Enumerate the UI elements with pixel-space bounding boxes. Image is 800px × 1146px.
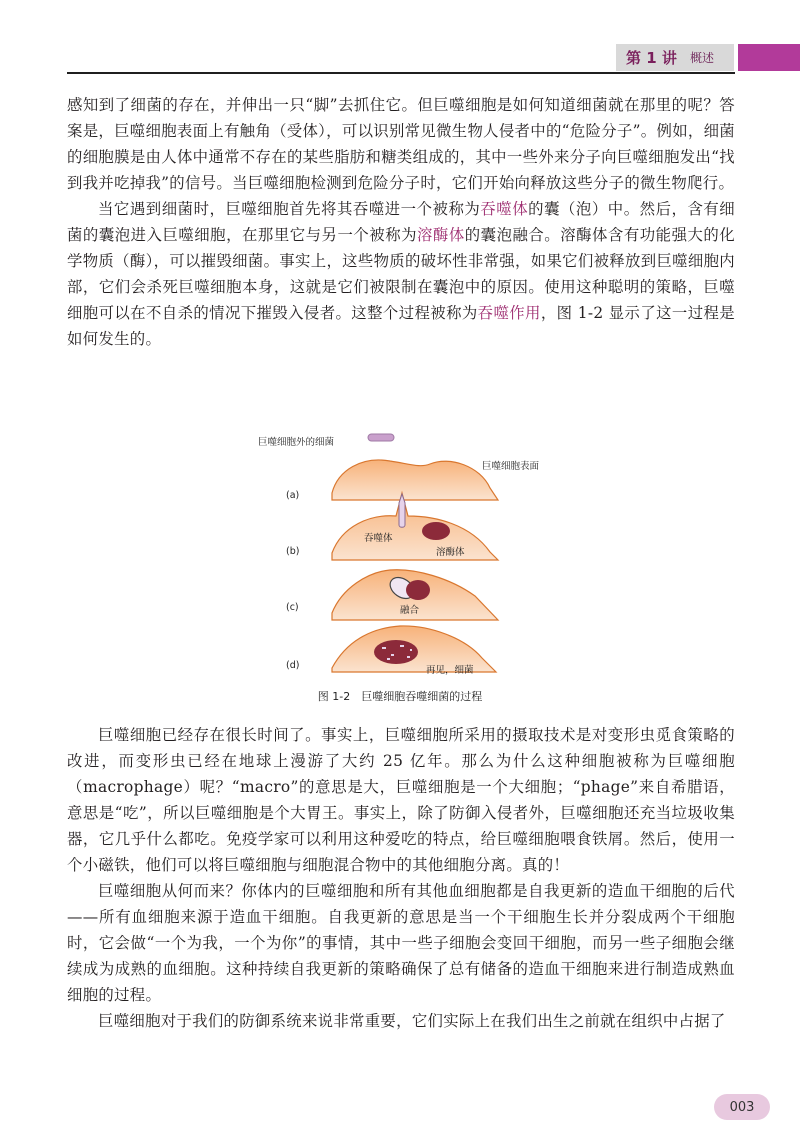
text-block-top (67, 92, 735, 352)
cell-b-shape (332, 493, 498, 560)
bacterium-outside-shape (368, 434, 394, 441)
term-phagosome: 吞噬体 (480, 200, 529, 218)
figure-caption: 图 1-2 巨噬细胞吞噬细菌的过程 (317, 690, 483, 703)
label-lysosome: 溶酶体 (436, 547, 465, 558)
term-lysosome: 溶酶体 (417, 226, 465, 244)
bacteria-fragment (391, 654, 394, 656)
label-step-a: (a) (286, 490, 300, 501)
label-step-b: (b) (286, 546, 300, 557)
bacteria-fragment (407, 656, 410, 658)
chapter-title: 概述 (690, 51, 715, 65)
label-fusion: 融合 (400, 605, 420, 616)
label-cell-surface: 巨噬细胞表面 (482, 461, 540, 472)
paragraph-1: 感知到了细菌的存在，并伸出一只“脚”去抓住它。但巨噬细胞是如何知道细菌就在那里的呢？答案是，巨噬细胞表面上有触角（受体），可以识别常见微生物人侵者中的“危险分子”。例如，细菌的细胞膜是由人体中通常不存在的某些脂肪和糖类组成的，其中一些外来分子向巨噬细胞发出“找到我并吃掉我”的信号。当巨噬细胞检测到危险分子时，它们开始向释放这些分子的微生物爬行。 (67, 96, 735, 192)
text-block-bottom (67, 722, 735, 1034)
figure-1-2 (250, 428, 570, 678)
bacteria-fragment (382, 647, 386, 649)
paragraph-2-text-a: 当它遇到细菌时，巨噬细胞首先将其吞噬进一个被称为 (98, 200, 481, 218)
fusing-lysosome-shape (406, 580, 430, 600)
label-step-c: (c) (286, 602, 299, 613)
bacteria-fragment (400, 645, 404, 647)
chapter-label: 第 1 讲 (626, 49, 677, 67)
paragraph-2 (67, 196, 735, 352)
label-goodbye-bacteria: 再见，细菌 (426, 665, 474, 676)
cell-a-shape (332, 460, 498, 500)
paragraph-5: 巨噬细胞对于我们的防御系统来说非常重要，它们实际上在我们出生之前就在组织中占据了 (98, 1012, 726, 1030)
paragraph-2-text-d: ，图 1-2 显示了这一过程是如何发生的。 (67, 304, 735, 348)
lysosome-shape (422, 522, 450, 540)
label-step-d: (d) (286, 660, 300, 671)
paragraph-2-text-b: 的囊（泡）中。然后，含有细菌的囊泡进入巨噬细胞，在那里它与另一个被称为 (67, 200, 735, 244)
paragraph-3: 巨噬细胞已经存在很长时间了。事实上，巨噬细胞所采用的摄取技术是对变形虫觅食策略的改进，而变形虫已经在地球上漫游了大约 25 亿年。那么为什么这种细胞被称为巨噬细胞（macrophage）呢？“macro”的意思是大，巨噬细胞是一个大细胞；“phage”来自希腊语，意思是“吃”，所以巨噬细胞是个大胃王。事实上，除了防御入侵者外，巨噬细胞还充当垃圾收集器，它几乎什么都吃。免疫学家可以利用这种爱吃的特点，给巨噬细胞喂食铁屑。然后，使用一个小磁铁，他们可以将巨噬细胞与细胞混合物中的其他细胞分离。真的！ (67, 726, 735, 874)
paragraph-2-text-c: 的囊泡融合。溶酶体含有功能强大的化学物质（酶），可以摧毁细菌。事实上，这些物质的破坏性非常强，如果它们被释放到巨噬细胞内部，它们会杀死巨噬细胞本身，这就是它们被限制在囊泡中的原因。使用这种聪明的策略，巨噬细胞可以在不自杀的情况下摧毁入侵者。这整个过程被称为 (67, 226, 735, 322)
bacteria-fragment (387, 658, 390, 660)
label-bacterium-outside: 巨噬细胞外的细菌 (258, 437, 335, 448)
page-number: 003 (714, 1094, 770, 1120)
bacteria-fragment (410, 649, 412, 651)
label-phagosome: 吞噬体 (364, 533, 393, 544)
paragraph-4: 巨噬细胞从何而来？你体内的巨噬细胞和所有其他血细胞都是自我更新的造血干细胞的后代——所有血细胞来源于造血干细胞。自我更新的意思是当一个干细胞生长并分裂成两个干细胞时，它会做“一个为我，一个为你”的事情，其中一些子细胞会变回干细胞，而另一些子细胞会继续成为成熟的血细胞。这种持续自我更新的策略确保了总有储备的造血干细胞来进行制造成熟血细胞的过程。 (67, 882, 735, 1004)
chapter-tab (616, 44, 734, 71)
digested-lysosome-shape (374, 640, 418, 664)
header-rule (67, 72, 735, 74)
header-accent-bar (738, 44, 800, 71)
page-header (0, 0, 800, 80)
term-phagocytosis: 吞噬作用 (477, 304, 541, 322)
phagosome-shape (399, 494, 405, 527)
